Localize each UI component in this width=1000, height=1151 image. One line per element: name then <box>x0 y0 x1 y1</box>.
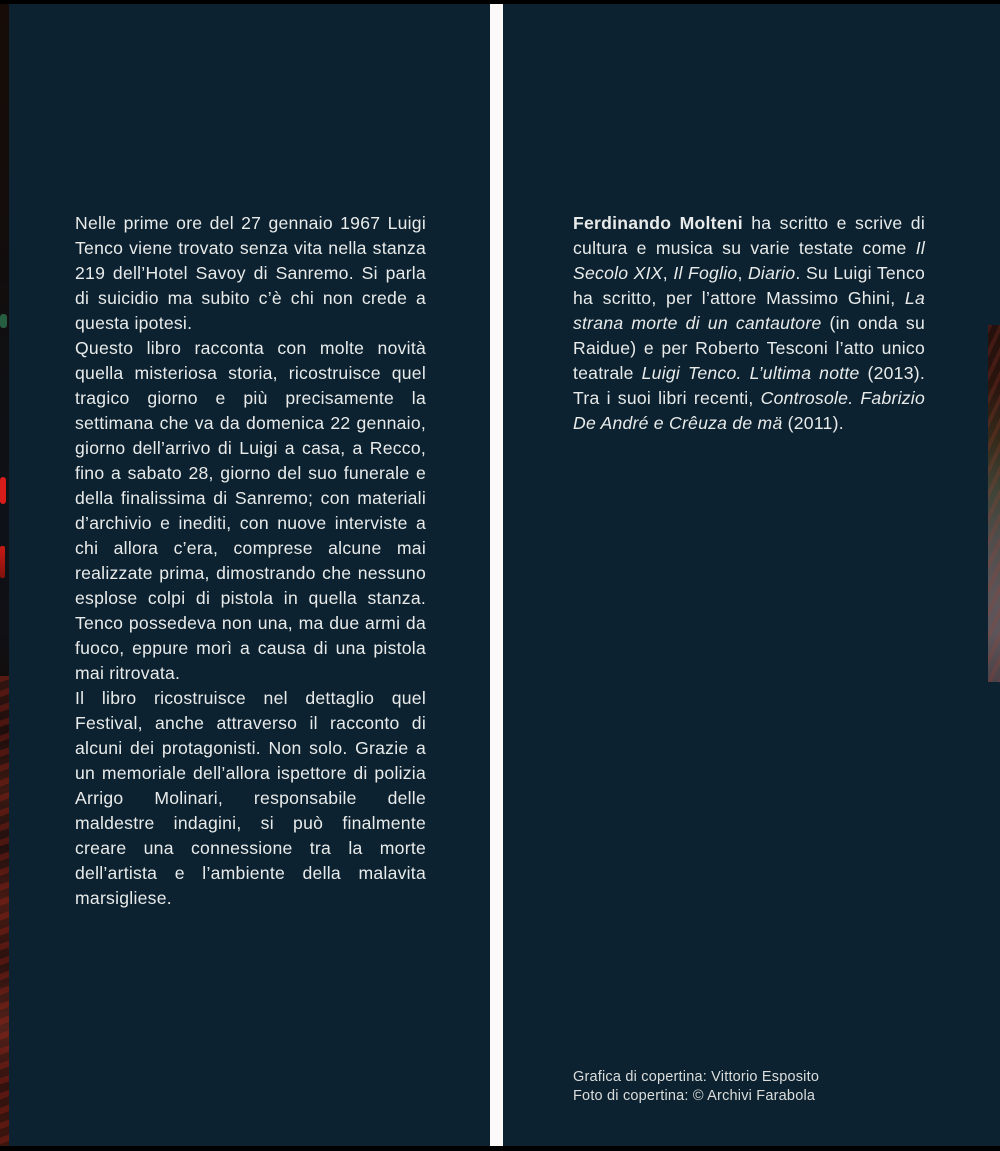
cover-edge-red-blob <box>0 477 6 504</box>
cover-edge-red-texture <box>0 676 9 1151</box>
flap-gutter-divider <box>490 0 503 1151</box>
front-flap-panel <box>503 0 1000 1151</box>
synopsis-paragraph-2: Questo libro racconta con molte novità quella misteriosa storia, ricostruisce quel tragico giorno e più precisamente la settimana che va da domenica 22 gennaio, giorno dell’arrivo di Luigi a casa, a Recco, fino a sabato 28, giorno del suo funerale e della finalissima di Sanremo; con materiali d’archivio e inediti, con nuove interviste a chi allora c’era, comprese alcune mai realizzate prima, dimostrando che nessuno esplose colpi di pistola in quella stanza. Tenco possedeva non una, ma due armi da fuoco, eppure morì a causa di una pistola mai ritrovata. <box>75 338 426 683</box>
cover-edge-red-streak <box>0 546 5 578</box>
cover-edge-green-fleck <box>0 314 7 328</box>
author-bio-block <box>573 211 925 436</box>
credit-line-photo: Foto di copertina: © Archivi Farabola <box>573 1088 816 1104</box>
bottom-border <box>0 1146 1000 1151</box>
synopsis-paragraph-1: Nelle prime ore del 27 gennaio 1967 Luigi Tenco viene trovato senza vita nella stanza 219 dell’Hotel Savoy di Sanremo. Si parla di suicidio ma subito c’è chi non crede a questa ipotesi. <box>75 213 426 333</box>
top-border <box>0 0 1000 4</box>
author-bio-paragraph: Ferdinando Molteni ha scritto e scrive di cultura e musica su varie testate come Il Secolo XIX, Il Foglio, Diario. Su Luigi Tenco ha scritto, per l’attore Massimo Ghini, La strana morte di un cantautore (in onda su Raidue) e per Roberto Tesconi l’atto unico teatrale Luigi Tenco. L’ultima notte (2013). Tra i suoi libri recenti, Controsole. Fabrizio De André e Crêuza de mä (2011). <box>573 213 926 433</box>
synopsis-text-block <box>75 211 426 911</box>
cover-photo-edge-right <box>988 325 1000 682</box>
credit-line-graphics: Grafica di copertina: Vittorio Esposito <box>573 1069 820 1085</box>
cover-photo-edge-left <box>0 0 9 1151</box>
synopsis-paragraph-3: Il libro ricostruisce nel dettaglio quel Festival, anche attraverso il racconto di alcuni dei protagonisti. Non solo. Grazie a un memoriale dell’allora ispettore di polizia Arrigo Molinari, responsabile delle maldestre indagini, si può finalmente creare una connessione tra la morte dell’artista e l’ambiente della malavita marsigliese. <box>75 688 426 908</box>
cover-credits-block <box>573 1068 819 1106</box>
